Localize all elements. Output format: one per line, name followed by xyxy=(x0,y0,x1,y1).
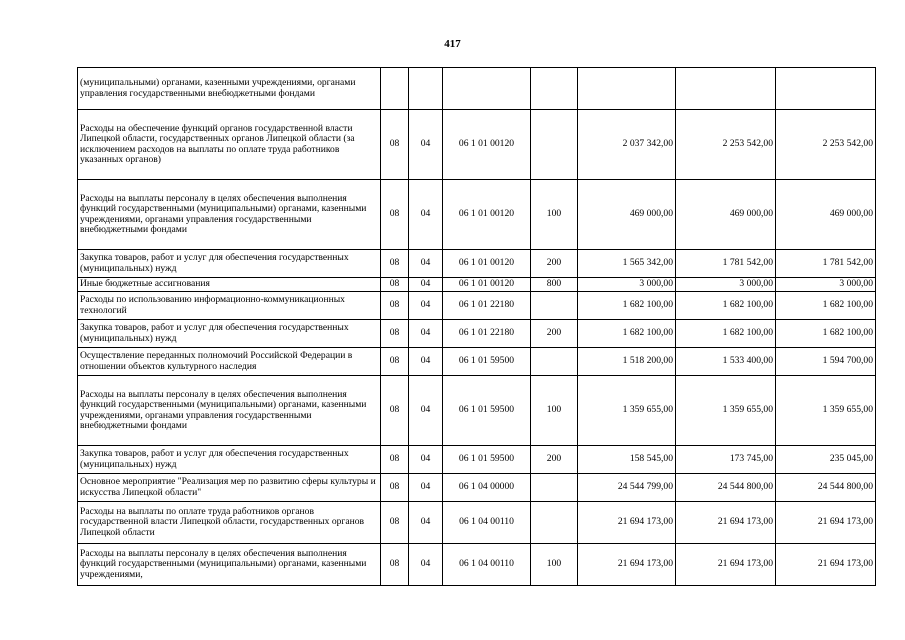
amount-year3-cell: 21 694 173,00 xyxy=(776,544,876,586)
target-article-cell: 06 1 01 22180 xyxy=(443,292,531,320)
subsection-code-cell: 04 xyxy=(409,348,443,376)
amount-year2-cell: 469 000,00 xyxy=(676,180,776,250)
amount-year3-cell xyxy=(776,68,876,110)
amount-year1-cell: 1 359 655,00 xyxy=(578,376,676,446)
amount-year3-cell: 21 694 173,00 xyxy=(776,502,876,544)
row-name-cell: Расходы на обеспечение функций органов государственной власти Липецкой области, государственных органов Липецкой области (за исключением расходов на выплаты по оплате труда работников указанных органов) xyxy=(78,110,381,180)
amount-year2-cell xyxy=(676,68,776,110)
amount-year3-cell: 24 544 800,00 xyxy=(776,474,876,502)
target-article-cell: 06 1 01 00120 xyxy=(443,110,531,180)
row-name-cell: Расходы на выплаты персоналу в целях обеспечения выполнения функций государственными (муниципальными) органами, казенными учреждениями, органами управления государственными внебюджетными фондами xyxy=(78,180,381,250)
row-name-cell: Закупка товаров, работ и услуг для обеспечения государственных (муниципальных) нужд xyxy=(78,250,381,278)
amount-year3-cell: 1 682 100,00 xyxy=(776,292,876,320)
expense-type-cell: 100 xyxy=(531,376,578,446)
target-article-cell: 06 1 01 00120 xyxy=(443,278,531,292)
subsection-code-cell: 04 xyxy=(409,110,443,180)
amount-year2-cell: 21 694 173,00 xyxy=(676,544,776,586)
amount-year1-cell: 158 545,00 xyxy=(578,446,676,474)
table-row xyxy=(78,376,876,446)
section-code-cell: 08 xyxy=(381,376,409,446)
section-code-cell xyxy=(381,68,409,110)
subsection-code-cell: 04 xyxy=(409,180,443,250)
table-row xyxy=(78,180,876,250)
amount-year1-cell: 21 694 173,00 xyxy=(578,502,676,544)
row-name-cell: Иные бюджетные ассигнования xyxy=(78,278,381,292)
section-code-cell: 08 xyxy=(381,474,409,502)
amount-year3-cell: 1 781 542,00 xyxy=(776,250,876,278)
amount-year3-cell: 469 000,00 xyxy=(776,180,876,250)
amount-year2-cell: 173 745,00 xyxy=(676,446,776,474)
table-row xyxy=(78,544,876,586)
amount-year1-cell: 3 000,00 xyxy=(578,278,676,292)
row-name-cell: Расходы по использованию информационно-коммуникационных технологий xyxy=(78,292,381,320)
table-row xyxy=(78,292,876,320)
row-name-cell: Осуществление переданных полномочий Российской Федерации в отношении объектов культурного наследия xyxy=(78,348,381,376)
target-article-cell: 06 1 04 00000 xyxy=(443,474,531,502)
subsection-code-cell: 04 xyxy=(409,250,443,278)
target-article-cell: 06 1 01 22180 xyxy=(443,320,531,348)
table-row xyxy=(78,320,876,348)
section-code-cell: 08 xyxy=(381,278,409,292)
row-name-cell: Закупка товаров, работ и услуг для обеспечения государственных (муниципальных) нужд xyxy=(78,320,381,348)
page-number: 417 xyxy=(444,38,461,50)
subsection-code-cell: 04 xyxy=(409,502,443,544)
section-code-cell: 08 xyxy=(381,544,409,586)
amount-year1-cell: 1 565 342,00 xyxy=(578,250,676,278)
table-row xyxy=(78,502,876,544)
table-body xyxy=(78,68,876,586)
amount-year2-cell: 2 253 542,00 xyxy=(676,110,776,180)
amount-year3-cell: 3 000,00 xyxy=(776,278,876,292)
amount-year1-cell: 1 518 200,00 xyxy=(578,348,676,376)
table-row xyxy=(78,474,876,502)
amount-year2-cell: 24 544 800,00 xyxy=(676,474,776,502)
row-name-cell: Расходы на выплаты персоналу в целях обеспечения выполнения функций государственными (муниципальными) органами, казенными учреждениями, xyxy=(78,544,381,586)
amount-year2-cell: 1 359 655,00 xyxy=(676,376,776,446)
expense-type-cell: 200 xyxy=(531,446,578,474)
expense-type-cell: 100 xyxy=(531,544,578,586)
table-row xyxy=(78,110,876,180)
amount-year3-cell: 1 682 100,00 xyxy=(776,320,876,348)
subsection-code-cell: 04 xyxy=(409,292,443,320)
subsection-code-cell: 04 xyxy=(409,446,443,474)
amount-year3-cell: 1 594 700,00 xyxy=(776,348,876,376)
section-code-cell: 08 xyxy=(381,292,409,320)
target-article-cell: 06 1 01 59500 xyxy=(443,446,531,474)
amount-year2-cell: 21 694 173,00 xyxy=(676,502,776,544)
amount-year1-cell: 24 544 799,00 xyxy=(578,474,676,502)
table-row xyxy=(78,446,876,474)
expense-type-cell: 200 xyxy=(531,250,578,278)
subsection-code-cell xyxy=(409,68,443,110)
row-name-cell: Расходы на выплаты персоналу в целях обеспечения выполнения функций государственными (муниципальными) органами, казенными учреждениями, органами управления государственными внебюджетными фондами xyxy=(78,376,381,446)
subsection-code-cell: 04 xyxy=(409,474,443,502)
row-name-cell: Основное мероприятие "Реализация мер по развитию сферы культуры и искусства Липецкой области" xyxy=(78,474,381,502)
target-article-cell: 06 1 01 00120 xyxy=(443,180,531,250)
table-row xyxy=(78,278,876,292)
expense-type-cell xyxy=(531,348,578,376)
table-row xyxy=(78,348,876,376)
subsection-code-cell: 04 xyxy=(409,376,443,446)
subsection-code-cell: 04 xyxy=(409,544,443,586)
budget-table xyxy=(77,67,876,586)
target-article-cell: 06 1 01 59500 xyxy=(443,348,531,376)
target-article-cell: 06 1 01 59500 xyxy=(443,376,531,446)
subsection-code-cell: 04 xyxy=(409,278,443,292)
target-article-cell: 06 1 01 00120 xyxy=(443,250,531,278)
amount-year3-cell: 235 045,00 xyxy=(776,446,876,474)
section-code-cell: 08 xyxy=(381,320,409,348)
row-name-cell: Закупка товаров, работ и услуг для обеспечения государственных (муниципальных) нужд xyxy=(78,446,381,474)
amount-year2-cell: 1 781 542,00 xyxy=(676,250,776,278)
section-code-cell: 08 xyxy=(381,110,409,180)
amount-year1-cell: 21 694 173,00 xyxy=(578,544,676,586)
target-article-cell xyxy=(443,68,531,110)
row-name-cell: Расходы на выплаты по оплате труда работников органов государственной власти Липецкой области, государственных органов Липецкой области xyxy=(78,502,381,544)
expense-type-cell: 200 xyxy=(531,320,578,348)
amount-year1-cell: 469 000,00 xyxy=(578,180,676,250)
amount-year2-cell: 1 682 100,00 xyxy=(676,320,776,348)
target-article-cell: 06 1 04 00110 xyxy=(443,502,531,544)
expense-type-cell: 100 xyxy=(531,180,578,250)
section-code-cell: 08 xyxy=(381,348,409,376)
expense-type-cell: 800 xyxy=(531,278,578,292)
section-code-cell: 08 xyxy=(381,446,409,474)
section-code-cell: 08 xyxy=(381,180,409,250)
table-row xyxy=(78,68,876,110)
target-article-cell: 06 1 04 00110 xyxy=(443,544,531,586)
expense-type-cell xyxy=(531,502,578,544)
expense-type-cell xyxy=(531,110,578,180)
amount-year3-cell: 1 359 655,00 xyxy=(776,376,876,446)
expense-type-cell xyxy=(531,474,578,502)
amount-year1-cell xyxy=(578,68,676,110)
amount-year1-cell: 2 037 342,00 xyxy=(578,110,676,180)
subsection-code-cell: 04 xyxy=(409,320,443,348)
expense-type-cell xyxy=(531,292,578,320)
expense-type-cell xyxy=(531,68,578,110)
amount-year2-cell: 3 000,00 xyxy=(676,278,776,292)
amount-year1-cell: 1 682 100,00 xyxy=(578,320,676,348)
row-name-cell: (муниципальными) органами, казенными учреждениями, органами управления государственными внебюджетными фондами xyxy=(78,68,381,110)
section-code-cell: 08 xyxy=(381,250,409,278)
section-code-cell: 08 xyxy=(381,502,409,544)
table-row xyxy=(78,250,876,278)
amount-year1-cell: 1 682 100,00 xyxy=(578,292,676,320)
amount-year3-cell: 2 253 542,00 xyxy=(776,110,876,180)
amount-year2-cell: 1 682 100,00 xyxy=(676,292,776,320)
amount-year2-cell: 1 533 400,00 xyxy=(676,348,776,376)
